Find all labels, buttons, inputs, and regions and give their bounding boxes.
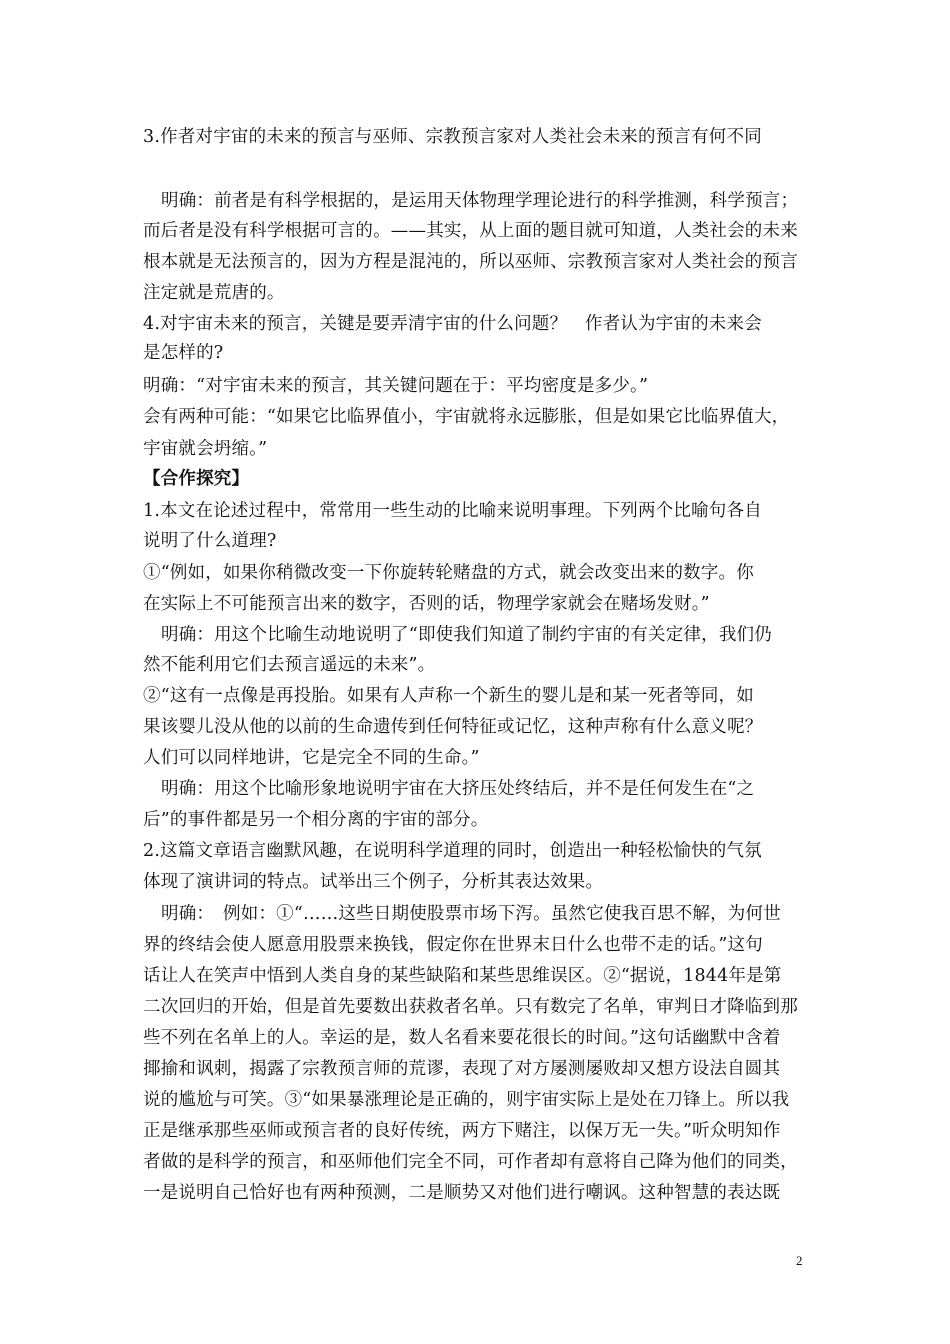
- c2-answer-line: 揶揄和讽刺，揭露了宗教预言师的荒谬，表现了对方屡测屡败却又想方设法自圆其: [143, 1059, 781, 1079]
- c2-answer-line: 明确： 例如：①“……这些日期使股票市场下泻。虽然它使我百思不解，为何世: [161, 904, 781, 924]
- q4-answer-line: 明确：“对宇宙未来的预言，其关键问题在于：平均密度是多少。”: [143, 376, 649, 396]
- c1-item2-line: 果该婴儿没从他的以前的生命遗传到任何特征或记忆，这种声称有什么意义呢？: [143, 717, 763, 737]
- c2-answer-line: 者做的是科学的预言，和巫师他们完全不同，可作者却有意将自己降为他们的同类，: [143, 1152, 798, 1172]
- page-number: 2: [796, 1253, 803, 1268]
- c2-answer-line: 二次回归的开始，但是首先要数出获救者名单。只有数完了名单，审判日才降临到那: [143, 997, 798, 1017]
- c1-item2-line: ②“这有一点像是再投胎。如果有人声称一个新生的婴儿是和某一死者等同，如: [143, 686, 754, 706]
- q3-answer-line: 而后者是没有科学根据可言的。——其实，从上面的题目就可知道，人类社会的未来: [143, 221, 798, 241]
- q3-answer-line: 明确：前者是有科学根据的，是运用天体物理学理论进行的科学推测，科学预言；: [161, 191, 799, 211]
- c1-item1-line: 在实际上不可能预言出来的数字，否则的话，物理学家就会在赌场发财。”: [143, 594, 710, 614]
- q3-answer-line: 注定就是荒唐的。: [143, 283, 285, 303]
- q4-answer-line: 会有两种可能：“如果它比临界值小，宇宙就将永远膨胀，但是如果它比临界值大，: [143, 407, 790, 427]
- q3-answer-line: 根本就是无法预言的，因为方程是混沌的，所以巫师、宗教预言家对人类社会的预言: [143, 252, 798, 272]
- c1-answer2-line: 明确：用这个比喻形象地说明宇宙在大挤压处终结后，并不是任何发生在“之: [161, 779, 755, 799]
- q4-question-line: 4.对宇宙未来的预言，关键是要弄清宇宙的什么问题？ 作者认为宇宙的未来会: [143, 314, 762, 334]
- section-heading: 【合作探究】: [143, 469, 250, 489]
- c2-question-line: 2.这篇文章语言幽默风趣，在说明科学道理的同时，创造出一种轻松愉快的气氛: [143, 841, 762, 861]
- c1-item2-line: 人们可以同样地讲，它是完全不同的生命。”: [143, 748, 480, 768]
- q3-question: 3.作者对宇宙的未来的预言与巫师、宗教预言家对人类社会未来的预言有何不同: [143, 127, 762, 147]
- c1-answer1-line: 明确：用这个比喻生动地说明了“即使我们知道了制约宇宙的有关定律，我们仍: [161, 625, 772, 645]
- c1-answer2-line: 后”的事件都是另一个相分离的宇宙的部分。: [143, 810, 489, 830]
- c1-question-line: 说明了什么道理?: [143, 531, 277, 551]
- q4-question-line: 是怎样的?: [143, 343, 224, 363]
- c2-answer-line: 一是说明自己恰好也有两种预测，二是顺势又对他们进行嘲讽。这种智慧的表达既: [143, 1183, 781, 1203]
- c2-answer-line: 界的终结会使人愿意用股票来换钱，假定你在世界末日什么也带不走的话。”这句: [143, 935, 763, 955]
- c2-question-line: 体现了演讲词的特点。试举出三个例子，分析其表达效果。: [143, 872, 604, 892]
- c1-question-line: 1.本文在论述过程中，常常用一些生动的比喻来说明事理。下列两个比喻句各自: [143, 501, 762, 521]
- c2-answer-line: 正是继承那些巫师或预言者的良好传统，两方下赌注，以保万无一失。”听众明知作: [143, 1121, 781, 1141]
- c2-answer-line: 话让人在笑声中悟到人类自身的某些缺陷和某些思维误区。②“据说，1844年是第: [143, 966, 782, 986]
- c1-item1-line: ①“例如，如果你稍微改变一下你旋转轮赌盘的方式，就会改变出来的数字。你: [143, 563, 754, 583]
- c1-answer1-line: 然不能利用它们去预言遥远的未来”。: [143, 655, 436, 675]
- q4-answer-line: 宇宙就会坍缩。”: [143, 439, 268, 459]
- c2-answer-line: 说的尴尬与可笑。③“如果暴涨理论是正确的，则宇宙实际上是处在刀锋上。所以我: [143, 1090, 790, 1110]
- c2-answer-line: 些不列在名单上的人。幸运的是，数人名看来要花很长的时间。”这句话幽默中含着: [143, 1028, 781, 1048]
